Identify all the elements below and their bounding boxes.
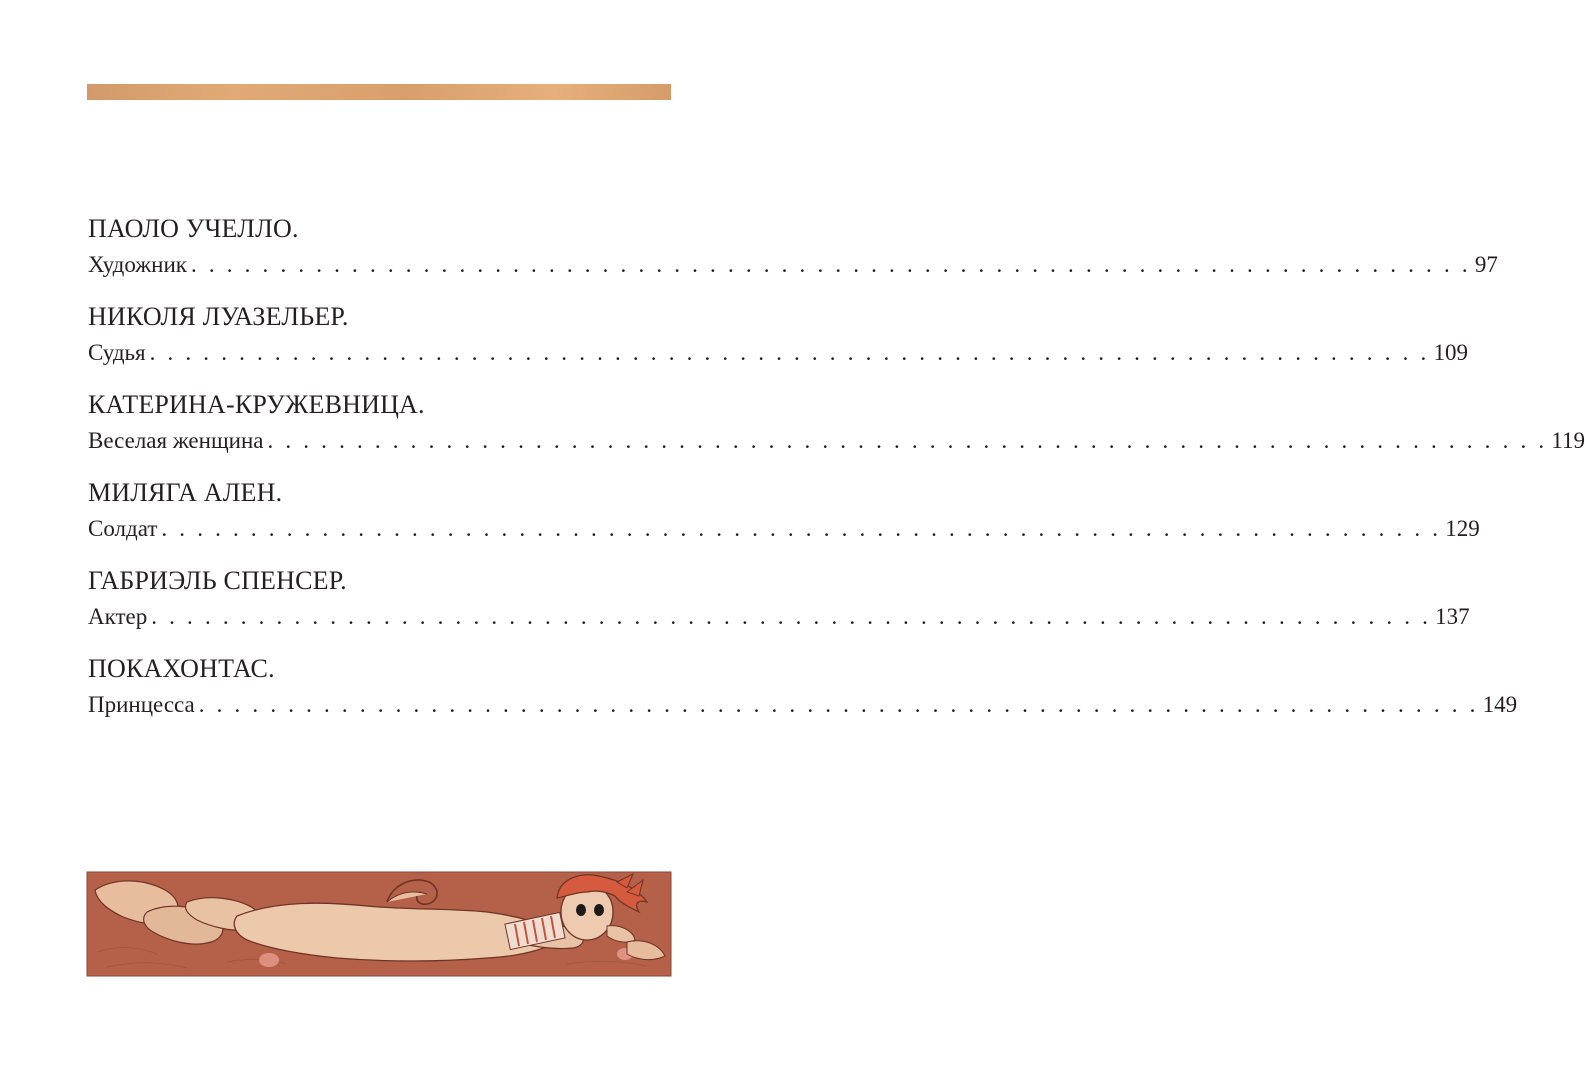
toc-author: МИЛЯГА АЛЕН. (88, 478, 283, 507)
toc-row (88, 688, 1518, 722)
toc-title: Солдат (88, 516, 158, 541)
toc-page-number: 97 (1474, 252, 1498, 277)
toc-title: Судья (88, 340, 146, 365)
dot-leader: . . . . . . . . . . . . . . . . . . . . . . . . . . . . . . . . . . . . . . . . . . . . . . . . . . . . . . . . . . . . . . . . . . . . . . . . (267, 428, 1548, 453)
dot-leader: . . . . . . . . . . . . . . . . . . . . . . . . . . . . . . . . . . . . . . . . . . . . . . . . . . . . . . . . . . . . . . . . . . . . . . . . (151, 604, 1432, 629)
toc-row (88, 248, 1498, 282)
toc-row (88, 336, 1468, 370)
toc-title: Принцесса (88, 692, 195, 717)
dot-leader: . . . . . . . . . . . . . . . . . . . . . . . . . . . . . . . . . . . . . . . . . . . . . . . . . . . . . . . . . . . . . . . . . . . . . . . . (161, 516, 1442, 541)
dot-leader: . . . . . . . . . . . . . . . . . . . . . . . . . . . . . . . . . . . . . . . . . . . . . . . . . . . . . . . . . . . . . . . . . . . . . . . . (149, 340, 1430, 365)
reclining-figure-illustration (87, 872, 671, 976)
toc-author: ПАОЛО УЧЕЛЛО. (88, 214, 299, 243)
decorative-header-band (87, 84, 671, 100)
toc-entry[interactable] (88, 476, 1480, 564)
toc-row (88, 512, 1480, 546)
toc-entry[interactable] (88, 564, 1470, 652)
dot-leader: . . . . . . . . . . . . . . . . . . . . . . . . . . . . . . . . . . . . . . . . . . . . . . . . . . . . . . . . . . . . . . . . . . . . . . . . (198, 692, 1479, 717)
toc-title: Актер (88, 604, 148, 629)
toc-page-number: 109 (1433, 340, 1468, 365)
toc-title: Художник (88, 252, 187, 277)
toc-page-number: 149 (1482, 692, 1518, 717)
illustration-artwork (87, 872, 671, 976)
dot-leader: . . . . . . . . . . . . . . . . . . . . . . . . . . . . . . . . . . . . . . . . . . . . . . . . . . . . . . . . . . . . . . . . . . . . . . . . (190, 252, 1471, 277)
toc-author: ГАБРИЭЛЬ СПЕНСЕР. (88, 566, 347, 595)
toc-entry[interactable] (88, 300, 1468, 388)
toc-author: НИКОЛЯ ЛУАЗЕЛЬЕР. (88, 302, 349, 331)
toc-page-number: 119 (1551, 428, 1585, 453)
toc-page-number: 137 (1435, 604, 1470, 629)
table-of-contents (88, 212, 1585, 740)
toc-author: ПОКАХОНТАС. (88, 654, 275, 683)
toc-author: КАТЕРИНА-КРУЖЕВНИЦА. (88, 390, 425, 419)
toc-row (88, 600, 1470, 634)
toc-row (88, 424, 1585, 458)
toc-entry[interactable] (88, 388, 1585, 476)
toc-page-number: 129 (1445, 516, 1480, 541)
toc-entry[interactable] (88, 212, 1498, 300)
toc-title: Веселая женщина (88, 428, 264, 453)
toc-entry[interactable] (88, 652, 1518, 740)
